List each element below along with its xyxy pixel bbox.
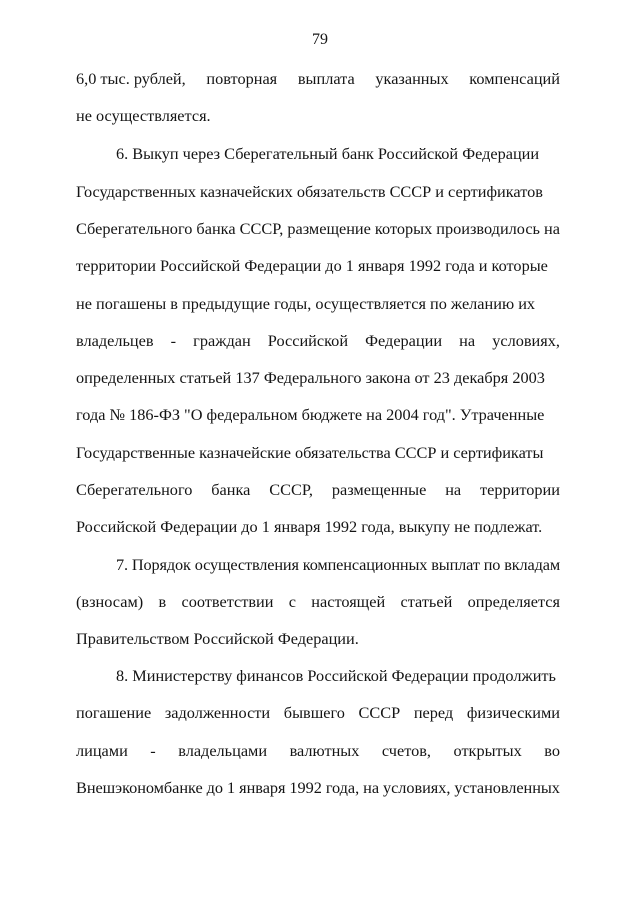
text-line: Государственные казначейские обязательства СССР и сертификаты <box>76 443 544 462</box>
word: владельцами <box>178 741 268 760</box>
word: Сберегательного <box>76 480 193 499</box>
text-line: не осуществляется. <box>76 106 211 125</box>
word: на <box>445 480 462 499</box>
word: на <box>459 331 476 350</box>
word: бывшего <box>283 703 345 722</box>
word: банка <box>211 480 251 499</box>
word: в <box>158 592 167 611</box>
text-line: определенных статьей 137 Федерального закона от 23 декабря 2003 <box>76 368 545 387</box>
text-line: Российской Федерации до 1 января 1992 года, выкупу не подлежат. <box>76 517 543 536</box>
word: компенсаций <box>469 69 560 88</box>
text-line: Государственных казначейских обязательств СССР и сертификатов <box>76 182 543 201</box>
text-line: Сберегательного банка СССР, размещение которых производилось на <box>76 219 560 238</box>
word: статьей <box>400 592 453 611</box>
text-line: не погашены в предыдущие годы, осуществляется по желанию их <box>76 294 536 313</box>
text-line <box>76 592 560 612</box>
text-line <box>76 741 560 761</box>
word: повторная <box>206 69 278 88</box>
word: валютных <box>289 741 360 760</box>
word: настоящей <box>311 592 386 611</box>
word: соответствии <box>181 592 274 611</box>
word: СССР <box>358 703 401 722</box>
text-line <box>76 703 560 723</box>
word: перед <box>413 703 454 722</box>
text-line <box>76 331 560 351</box>
word: 6,0 тыс. рублей, <box>76 69 186 88</box>
word: - <box>150 741 156 760</box>
word: с <box>288 592 296 611</box>
word: счетов, <box>381 741 432 760</box>
word: Федерации <box>365 331 443 350</box>
text-line: территории Российской Федерации до 1 января 1992 года и которые <box>76 256 548 275</box>
paragraph-8-start: 8. Министерству финансов Российской Федерации продолжить <box>116 666 556 685</box>
text-line <box>76 480 560 500</box>
word: открытых <box>453 741 522 760</box>
word: условиях, <box>492 331 560 350</box>
word: определяется <box>467 592 560 611</box>
text-line <box>76 69 560 89</box>
word: - <box>170 331 177 350</box>
text-line: Внешэкономбанке до 1 января 1992 года, на условиях, установленных <box>76 778 560 797</box>
paragraph-6-start: 6. Выкуп через Сберегательный банк Российской Федерации <box>116 144 540 163</box>
paragraph-7-start: 7. Порядок осуществления компенсационных выплат по вкладам <box>116 555 561 574</box>
page-number: 79 <box>312 31 328 48</box>
word: задолженности <box>164 703 271 722</box>
word: территории <box>480 480 560 499</box>
word: лицами <box>76 741 128 760</box>
word: СССР, <box>269 480 313 499</box>
text-line: года № 186-ФЗ "О федеральном бюджете на 2004 год". Утраченные <box>76 405 545 424</box>
word: владельцев <box>76 331 154 350</box>
word: погашение <box>76 703 152 722</box>
word: граждан <box>193 331 251 350</box>
word: Российской <box>267 331 349 350</box>
word: физическими <box>466 703 560 722</box>
word: выплата <box>297 69 355 88</box>
word: (взносам) <box>76 592 144 611</box>
word: во <box>544 741 560 760</box>
word: размещенные <box>331 480 427 499</box>
text-line: Правительством Российской Федерации. <box>76 629 359 648</box>
word: указанных <box>375 69 449 88</box>
